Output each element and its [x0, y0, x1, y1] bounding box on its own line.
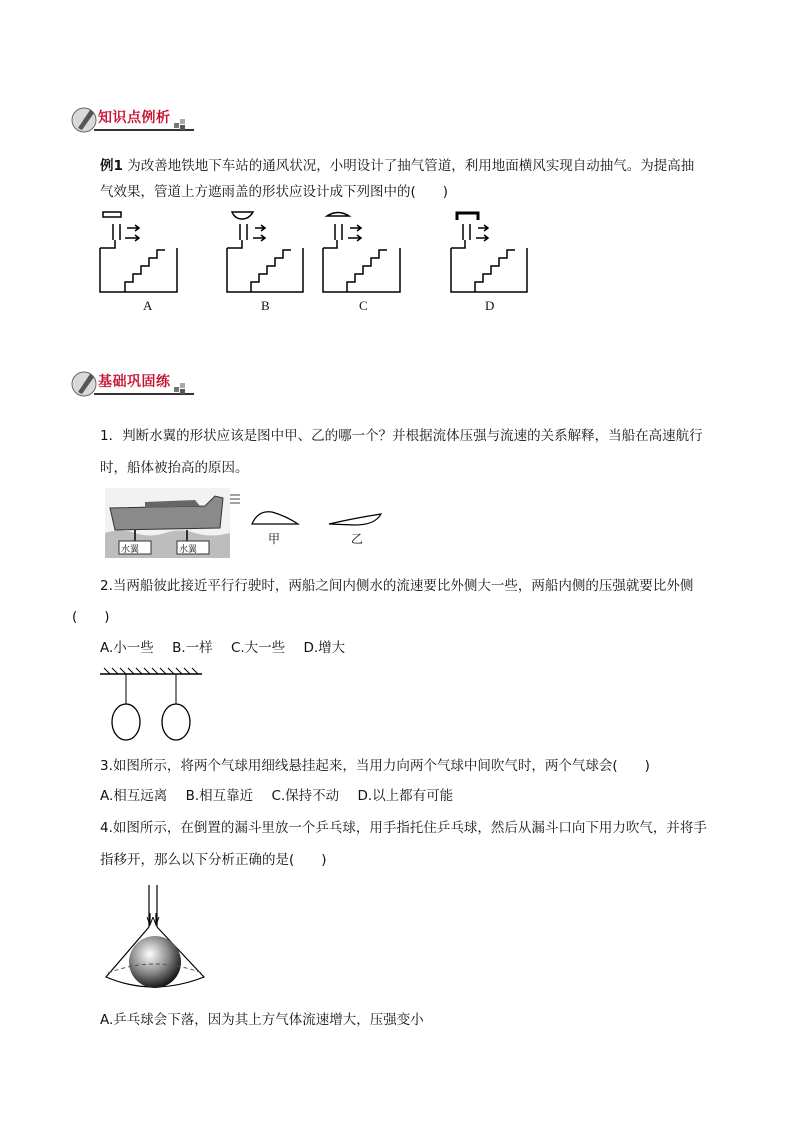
q3-option-c: C.保持不动 — [271, 788, 340, 804]
label-yi: 乙 — [351, 532, 364, 546]
example1-line1 — [100, 156, 694, 176]
section-title: 基础巩固练 — [98, 374, 171, 390]
q3-option-a: A.相互远离 — [100, 788, 168, 804]
option-c-label: C — [359, 298, 368, 313]
q3-option-d: D.以上都有可能 — [357, 788, 454, 804]
q2-options — [100, 638, 359, 658]
q4-line2: 指移开，那么以下分析正确的是( ) — [100, 852, 327, 868]
section-banner-knowledge — [70, 104, 196, 136]
example1-text-1: 为改善地铁地下车站的通风状况，小明设计了抽气管道，利用地面横风实现自动抽气。为提高抽 — [127, 158, 695, 174]
balloons-figure — [100, 666, 205, 742]
example1-line2: 气效果，管道上方遮雨盖的形状应设计成下列图中的( ) — [100, 184, 449, 200]
q2-line2: ( ) — [72, 609, 110, 625]
hydrofoil-label-left: 水翼 — [121, 545, 140, 555]
q2-option-a: A.小一些 — [100, 640, 154, 656]
foil-shape-yi — [325, 510, 385, 530]
q3-option-b: B.相互靠近 — [185, 788, 254, 804]
q1-line1: 1．判断水翼的形状应该是图中甲、乙的哪一个？并根据流体压强与流速的关系解释，当船在高速航行 — [100, 428, 703, 444]
hydrofoil-label-right: 水翼 — [179, 545, 198, 555]
section-title: 知识点例析 — [98, 110, 171, 126]
duct-options-figure — [95, 210, 545, 300]
option-b-label: B — [261, 298, 270, 313]
q1-line2: 时，船体被抬高的原因。 — [100, 460, 249, 476]
funnel-pingpong-figure — [100, 885, 210, 997]
q2-option-c: C.大一些 — [230, 640, 286, 656]
q3-line1: 3.如图所示，将两个气球用细线悬挂起来，当用力向两个气球中间吹气时，两个气球会( ) — [100, 758, 650, 774]
q2-line1: 2.当两船彼此接近平行行驶时，两船之间内侧水的流速要比外侧大一些，两船内侧的压强就要比外侧 — [100, 578, 694, 594]
label-jia: 甲 — [268, 532, 281, 546]
corner-grid-icon — [174, 119, 188, 131]
air-lines-icon — [228, 492, 244, 506]
q3-options — [100, 786, 467, 806]
corner-grid-icon — [174, 383, 188, 395]
q4-option-a: A.乒乓球会下落，因为其上方气体流速增大，压强变小 — [100, 1012, 424, 1028]
q2-option-b: B.一样 — [172, 640, 213, 656]
option-a-label: A — [143, 298, 153, 313]
option-d-label: D — [485, 298, 495, 313]
foil-shape-jia — [250, 508, 300, 528]
example-label: 例1 — [100, 158, 123, 174]
q4-line1: 4.如图所示，在倒置的漏斗里放一个乒乓球，用手指托住乒乓球，然后从漏斗口向下用力吹气，并将手 — [100, 820, 707, 836]
section-banner-basic — [70, 368, 196, 400]
q2-option-d: D.增大 — [303, 640, 346, 656]
